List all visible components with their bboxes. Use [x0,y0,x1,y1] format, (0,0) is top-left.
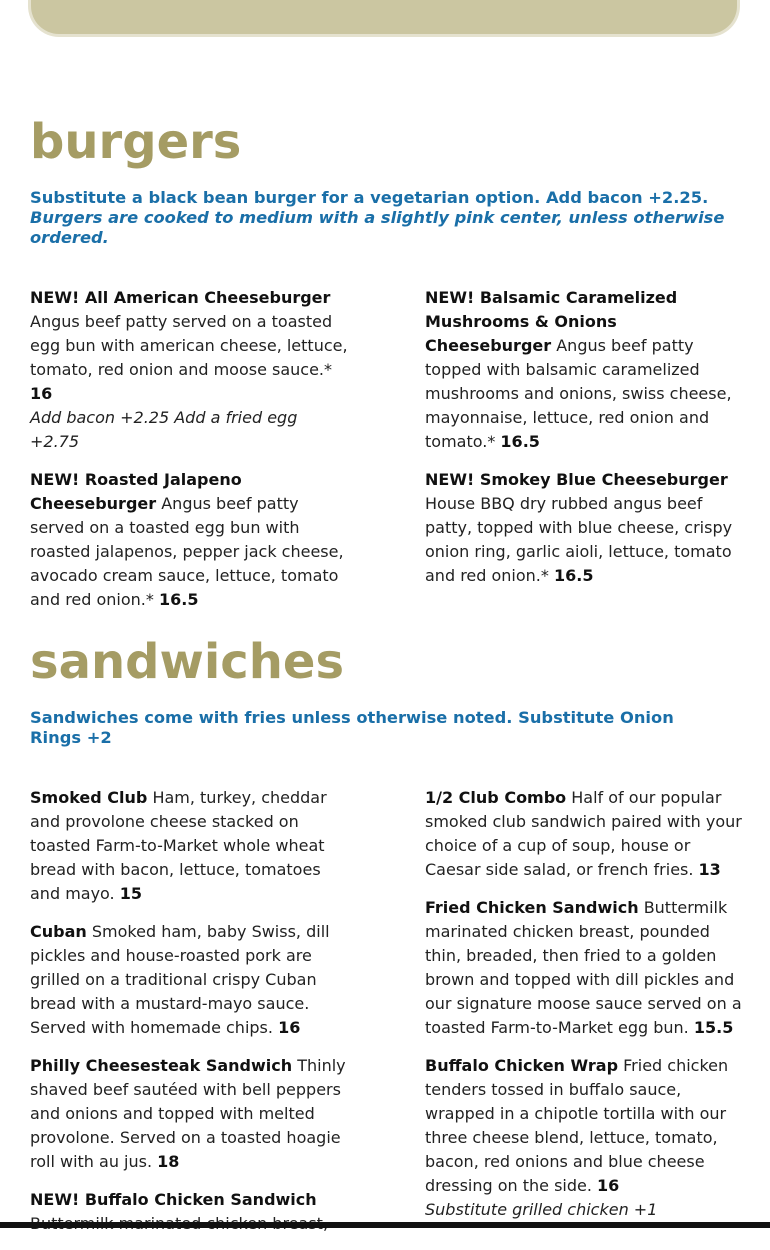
item-desc: Thinly shaved beef sautéed with bell peppers and onions and topped with melted provolone. Served on a toasted hoagie roll with au jus. [30,1056,346,1171]
item-price: 13 [698,860,721,879]
item-name: NEW! Roasted Jalapeno Cheeseburger [30,470,242,513]
item-price: 15.5 [693,1018,734,1037]
sandwiches-section [30,634,742,1219]
item-name: Fried Chicken Sandwich [425,898,639,917]
menu-column-right [425,786,745,1236]
item-desc: House BBQ dry rubbed angus beef patty, topped with blue cheese, crispy onion ring, garlic aioli, lettuce, tomato and red onion.* [425,494,733,585]
menu-item [425,286,745,454]
item-desc: Angus beef patty topped with balsamic caramelized mushrooms and onions, swiss cheese, mayonnaise, lettuce, red onion and tomato.* [425,336,732,451]
item-desc: Buttermilk marinated chicken breast, pounded thin, breaded, then fried to a golden brown and topped with dill pickles and our signature moose sauce served on a toasted Farm-to-Market egg bun. [425,898,742,1037]
item-name: Buffalo Chicken Wrap [425,1056,619,1075]
note-line: Substitute a black bean burger for a vegetarian option. Add bacon +2.25. [30,188,709,207]
burgers-section [30,114,742,609]
item-price: 16 [30,384,53,403]
bottom-edge [0,1222,770,1228]
menu-item [30,786,350,906]
menu-column-right [425,286,745,602]
item-desc: Ham, turkey, cheddar and provolone cheese stacked on toasted Farm-to-Market whole wheat bread with bacon, lettuce, tomatoes and mayo. [30,788,327,903]
item-name: NEW! All American Cheeseburger [30,288,331,307]
section-title: sandwiches [30,634,345,690]
item-price: 16.5 [500,432,540,451]
item-extra: Substitute grilled chicken +1 [425,1200,658,1219]
item-name: Smoked Club [30,788,148,807]
item-name: NEW! Buffalo Chicken Sandwich [30,1190,317,1209]
item-desc: Fried chicken tenders tossed in buffalo sauce, wrapped in a chipotle tortilla with our three cheese blend, lettuce, tomato, bacon, red onions and blue cheese dressing on the side. [425,1056,729,1195]
item-name: Philly Cheesesteak Sandwich [30,1056,293,1075]
menu-item [30,468,350,612]
item-desc: Angus beef patty served on a toasted egg bun with american cheese, lettuce, tomato, red onion and moose sauce.* [30,312,348,379]
item-desc: Half of our popular smoked club sandwich paired with your choice of a cup of soup, house or Caesar side salad, or french fries. [425,788,742,879]
item-name: 1/2 Club Combo [425,788,567,807]
menu-item [425,468,745,588]
menu-item [30,920,350,1040]
note-line: Sandwiches come with fries unless otherwise noted. Substitute Onion Rings +2 [30,708,674,747]
menu-item [425,786,745,882]
item-price: 15 [119,884,142,903]
item-price: 16.5 [553,566,594,585]
top-banner [31,0,737,34]
note-line-italic: Burgers are cooked to medium with a slightly pink center, unless otherwise ordered. [30,208,725,247]
item-price: 16.5 [158,590,199,609]
menu-item [425,896,745,1040]
item-name: NEW! Smokey Blue Cheeseburger [425,470,728,489]
menu-item [30,1054,350,1174]
section-note [30,708,730,748]
item-price: 18 [157,1152,180,1171]
section-note [30,188,730,248]
item-price: 16 [278,1018,301,1037]
item-name: NEW! Balsamic Caramelized Mushrooms & Onions Cheeseburger [425,288,678,355]
menu-item [30,286,350,454]
item-desc: Smoked ham, baby Swiss, dill pickles and house-roasted pork are grilled on a traditional crispy Cuban bread with a mustard-mayo sauce. Served with homemade chips. [30,922,330,1037]
menu-item [30,1188,350,1236]
menu-item [425,1054,745,1222]
item-price: 16 [597,1176,620,1195]
item-extra: Add bacon +2.25 Add a fried egg +2.75 [30,408,298,451]
item-name: Cuban [30,922,87,941]
item-desc: Angus beef patty served on a toasted egg bun with roasted jalapenos, pepper jack cheese, avocado cream sauce, lettuce, tomato and red onion.* [30,494,344,609]
section-title: burgers [30,114,242,170]
menu-column-left [30,286,350,626]
menu-column-left [30,786,350,1250]
